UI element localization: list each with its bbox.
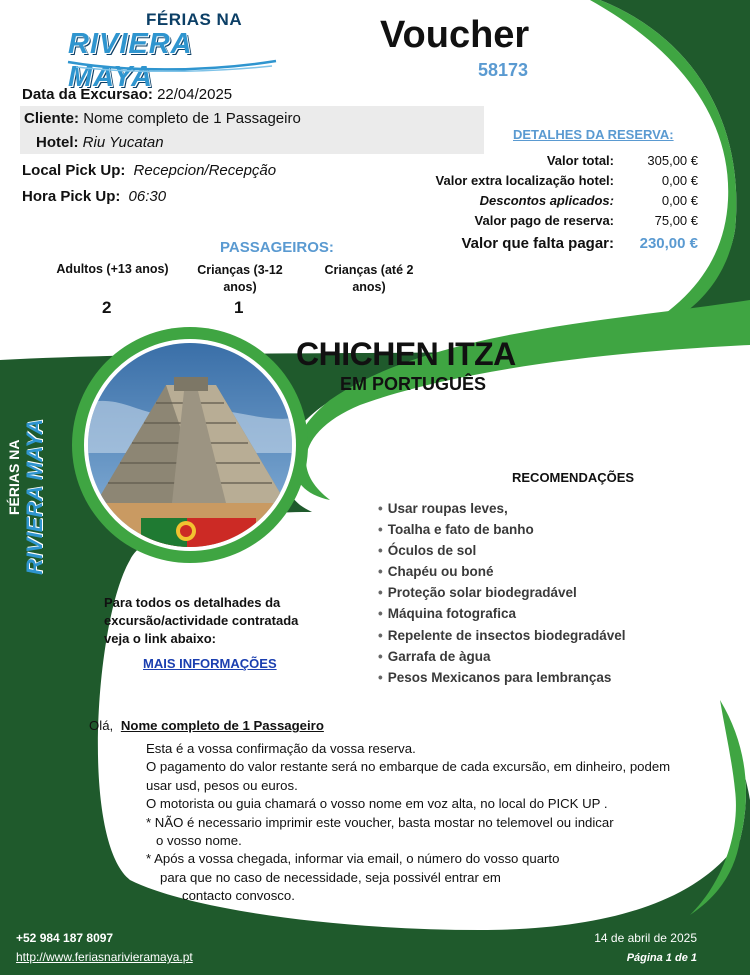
footer-phone: +52 984 187 8097 — [16, 931, 114, 945]
greeting: Olá, — [89, 718, 114, 733]
message-line: o vosso nome. — [156, 833, 242, 849]
details-text: Para todos os detalhades da excursão/actividade contratada veja o link abaixo: — [104, 595, 299, 646]
passengers-heading: PASSAGEIROS: — [220, 239, 334, 256]
message-line: O motorista ou guia chamará o vosso nome em voz alta, no local do PICK UP . — [146, 796, 608, 812]
brand-logo — [66, 8, 278, 93]
list-item: • Toalha e fato de banho — [378, 519, 626, 540]
pickup-value: Recepcion/Recepção — [133, 162, 277, 179]
greeting-row — [89, 718, 324, 733]
pickup-row — [22, 162, 276, 179]
footer-date: 14 de abril de 2025 — [594, 931, 697, 945]
list-item: • Proteção solar biodegradável — [378, 582, 626, 603]
reservation-row — [400, 170, 698, 190]
reservation-row-label: Valor pago de reserva: — [474, 212, 614, 228]
amount-due-row — [400, 230, 698, 256]
client-row — [24, 110, 301, 127]
message-line: O pagamento do valor restante será no embarque de cada excursão, em dinheiro, podem — [146, 759, 671, 775]
recommendations-list — [378, 498, 626, 688]
adults-label: Adultos (+13 anos) — [56, 262, 169, 276]
time-value: 06:30 — [128, 188, 167, 205]
message-line: contacto convosco. — [182, 888, 295, 904]
footer-website-link[interactable]: http://www.feriasnarivieramaya.pt — [16, 950, 193, 964]
list-item: • Repelente de insectos biodegradável — [378, 625, 626, 646]
children-3-12-count: 1 — [234, 298, 244, 317]
amount-due-label: Valor que falta pagar: — [461, 234, 614, 252]
reservation-row-value: 0,00 € — [661, 192, 698, 208]
pyramid-photo — [86, 343, 296, 553]
tour-title: CHICHEN ITZA — [296, 336, 516, 372]
message-line: usar usd, pesos ou euros. — [146, 777, 298, 793]
logo-wave-icon — [66, 58, 278, 72]
reservation-row-value: 0,00 € — [661, 172, 698, 188]
reservation-row-label: Valor total: — [546, 152, 614, 168]
amount-due-value: 230,00 € — [639, 234, 698, 252]
adults-count: 2 — [102, 298, 112, 317]
logo-line2: RIVIERA MAYA — [68, 28, 192, 93]
excursion-date-row — [22, 86, 232, 103]
recommendations-heading: RECOMENDAÇÕES — [512, 470, 635, 485]
reservation-row-value: 75,00 € — [654, 212, 698, 228]
side-logo — [6, 385, 66, 575]
reservation-row-label: Valor extra localização hotel: — [435, 172, 614, 188]
reservation-row-label: Descontos aplicados: — [479, 192, 614, 208]
message-body — [146, 740, 726, 906]
list-item: • Chapéu ou boné — [378, 561, 626, 582]
hotel-label: Hotel: — [36, 134, 79, 151]
excursion-date-label: Data da Excursao: — [22, 86, 153, 103]
logo-line1: FÉRIAS NA — [146, 10, 243, 29]
message-line: para que no caso de necessidade, seja possivél entrar em — [160, 869, 501, 885]
reservation-row — [400, 210, 698, 230]
list-item: • Usar roupas leves, — [378, 498, 626, 519]
time-row — [22, 188, 166, 205]
message-line: * NÃO é necessario imprimir este voucher, basta mostar no telemovel ou indicar — [146, 814, 614, 830]
reservation-row — [400, 150, 698, 170]
client-value: Nome completo de 1 Passageiro — [83, 110, 301, 127]
list-item: • Máquina fotografica — [378, 603, 626, 624]
reservation-heading: DETALHES DA RESERVA: — [513, 127, 674, 142]
passenger-name: Nome completo de 1 Passageiro — [120, 718, 324, 733]
pickup-label: Local Pick Up: — [22, 162, 126, 179]
excursion-date-value: 22/04/2025 — [157, 86, 233, 103]
side-logo-line2: RIVIERA MAYA — [22, 418, 47, 575]
voucher-number: 58173 — [478, 60, 529, 80]
message-line: Esta é a vossa confirmação da vossa reserva. — [146, 741, 416, 756]
time-label: Hora Pick Up: — [22, 188, 121, 205]
list-item: • Pesos Mexicanos para lembranças — [378, 667, 626, 688]
reservation-table — [400, 150, 698, 256]
voucher-title: Voucher — [380, 14, 530, 56]
more-info-link[interactable]: MAIS INFORMAÇÕES — [143, 656, 277, 671]
tour-subtitle: EM PORTUGUÊS — [340, 374, 487, 394]
hotel-row — [36, 134, 164, 151]
children-under2-label: Crianças (até 2 anos) — [324, 263, 414, 294]
children-3-12-label: Crianças (3-12 anos) — [197, 263, 283, 294]
hotel-value: Riu Yucatan — [82, 134, 164, 151]
side-logo-line1: FÉRIAS NA — [6, 439, 22, 515]
list-item: • Óculos de sol — [378, 540, 626, 561]
reservation-row-value: 305,00 € — [647, 152, 698, 168]
footer-page: Página 1 de 1 — [626, 952, 697, 964]
client-label: Cliente: — [24, 110, 80, 127]
reservation-row — [400, 190, 698, 210]
message-line: * Após a vossa chegada, informar via email, o número do vosso quarto — [146, 851, 560, 867]
list-item: • Garrafa de àgua — [378, 646, 626, 667]
